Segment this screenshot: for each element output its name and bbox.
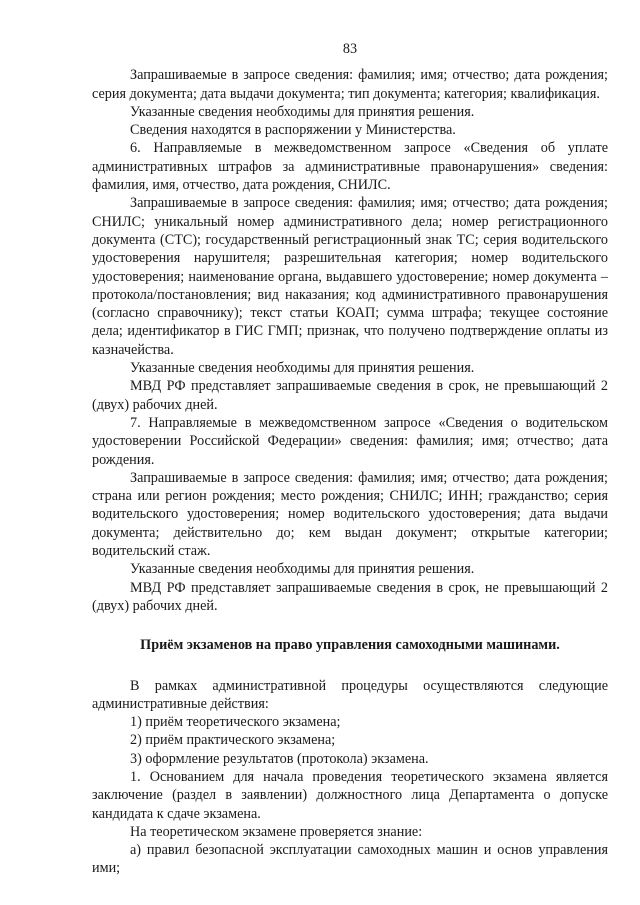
paragraph-requested-data-1: Запрашиваемые в запросе сведения: фамилия; имя; отчество; дата рождения; серия документа; дата выдачи документа; тип документа; категория; квалификация. [92, 67, 608, 102]
paragraph-requested-data-2: Запрашиваемые в запросе сведения: фамилия; имя; отчество; дата рождения; СНИЛС; уникальный номер административного дела; номер регистрационного документа (СТС); государственный регистрационный знак ТС; серия водительского удостоверения нарушителя; разрешительная категория; номер водительского удостоверения; наименование органа, выдавшего удостоверение; номер документа – протокола/постановления; вид наказания; код административного правонарушения (согласно справочнику); текст статьи КОАП; сумма штрафа; текущее состояние дела; идентификатор в ГИС ГМП; признак, что получено подтверждение оплаты из казначейства. [92, 195, 608, 358]
document-page [92, 40, 608, 878]
paragraph-theory-checks: На теоретическом экзамене проверяется знание: [130, 823, 423, 840]
paragraph-requested-data-3: Запрашиваемые в запросе сведения: фамилия; имя; отчество; дата рождения; страна или регион рождения; место рождения; СНИЛС; ИНН; гражданство; серия водительского удостоверения; номер водительского удостоверения; дата выдачи документа; действительно до; кем выдан документ; открытые категории; водительский стаж. [92, 469, 608, 560]
paragraph-needed-for-decision-3: Указанные сведения необходимы для принятия решения. [130, 561, 475, 578]
paragraph-mvd-deadline-2: МВД РФ представляет запрашиваемые сведения в срок, не превышающий 2 (двух) рабочих дней. [92, 579, 608, 614]
list-item-practical-exam: 2) приём практического экзамена; [130, 732, 336, 749]
section-heading: Приём экзаменов на право управления самоходными машинами. [140, 637, 560, 654]
list-item-theory-exam: 1) приём теоретического экзамена; [130, 714, 341, 731]
paragraph-needed-for-decision-1: Указанные сведения необходимы для принятия решения. [130, 103, 475, 120]
paragraph-fines-request: 6. Направляемые в межведомственном запросе «Сведения об уплате административных штрафов за административные правонарушения» сведения: фамилия, имя, отчество, дата рождения, СНИЛС. [92, 140, 608, 194]
list-item-safety-rules: а) правил безопасной эксплуатации самоходных машин и основ управления ими; [92, 842, 608, 877]
spacer [92, 615, 608, 636]
list-item-results: 3) оформление результатов (протокола) экзамена. [130, 750, 429, 767]
page-number: 83 [342, 41, 358, 57]
paragraph-ministry-data: Сведения находятся в распоряжении у Министерства. [130, 122, 456, 139]
spacer [92, 655, 608, 677]
paragraph-needed-for-decision-2: Указанные сведения необходимы для принятия решения. [130, 360, 475, 377]
paragraph-theory-basis: 1. Основанием для начала проведения теоретического экзамена является заключение (раздел в заявлении) должностного лица Департамента о допуске кандидата к сдаче экзамена. [92, 768, 608, 822]
paragraph-mvd-deadline-1: МВД РФ представляет запрашиваемые сведения в срок, не превышающий 2 (двух) рабочих дней. [92, 378, 608, 413]
paragraph-license-request: 7. Направляемые в межведомственном запросе «Сведения о водительском удостоверении Российской Федерации» сведения: фамилия; имя; отчество; дата рождения. [92, 414, 608, 468]
paragraph-procedure-intro: В рамках административной процедуры осуществляются следующие административные действия: [92, 677, 608, 712]
